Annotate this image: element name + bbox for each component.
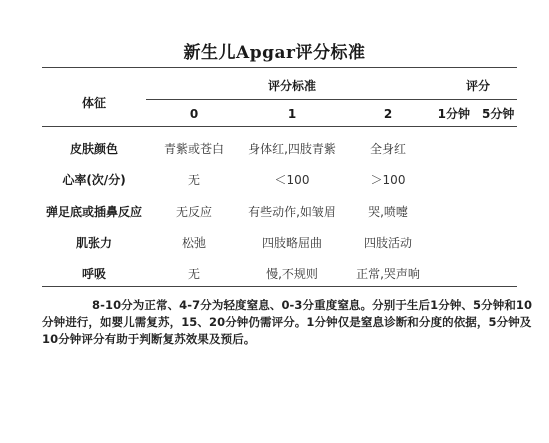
row-heart-rate-2: ＞100	[370, 173, 406, 187]
header-level-0: 0	[189, 107, 199, 121]
row-reflex-2: 哭,喷嚏	[368, 205, 408, 219]
header-bottom-rule	[42, 126, 517, 127]
row-muscle-tone-1: 四肢略屈曲	[261, 236, 323, 250]
row-reflex-1: 有些动作,如皱眉	[248, 205, 336, 219]
header-middle-rule	[146, 99, 517, 100]
row-label-breathing: 呼吸	[81, 267, 107, 281]
row-skin-color-1: 身体红,四肢青紫	[248, 142, 336, 156]
row-heart-rate-1: ＜100	[274, 173, 310, 187]
row-muscle-tone-0: 松弛	[181, 236, 207, 250]
table-top-rule	[42, 67, 517, 68]
row-skin-color-0: 青紫或苍白	[163, 142, 225, 156]
header-level-1: 1	[287, 107, 297, 121]
row-breathing-1: 慢,不规则	[266, 267, 318, 281]
row-label-muscle-tone: 肌张力	[75, 236, 113, 250]
header-score-times: 1分钟 5分钟	[437, 107, 515, 121]
table-bottom-rule	[42, 286, 517, 287]
row-muscle-tone-2: 四肢活动	[363, 236, 413, 250]
row-skin-color-2: 全身红	[369, 142, 407, 156]
row-reflex-0: 无反应	[175, 205, 213, 219]
row-breathing-0: 无	[187, 267, 201, 281]
row-label-skin-color: 皮肤颜色	[69, 142, 119, 156]
row-heart-rate-0: 无	[187, 173, 201, 187]
header-score: 评分	[465, 79, 491, 93]
header-level-2: 2	[383, 107, 393, 121]
header-criteria: 评分标准	[267, 79, 317, 93]
table-title: 新生儿Apgar评分标准	[183, 43, 366, 63]
header-sign: 体征	[81, 96, 107, 110]
row-breathing-2: 正常,哭声响	[356, 267, 420, 281]
row-label-reflex: 弹足底或插鼻反应	[45, 205, 143, 219]
row-label-heart-rate: 心率(次/分)	[62, 173, 126, 187]
scoring-note: 8-10分为正常、4-7分为轻度窒息、0-3分重度窒息。分别于生后1分钟、5分钟和10分钟进行，如婴儿需复苏，15、20分钟仍需评分。1分钟仅是窒息诊断和分度的依据，5分钟及10分钟评分有助于判断复苏效果及预后。	[42, 298, 533, 346]
